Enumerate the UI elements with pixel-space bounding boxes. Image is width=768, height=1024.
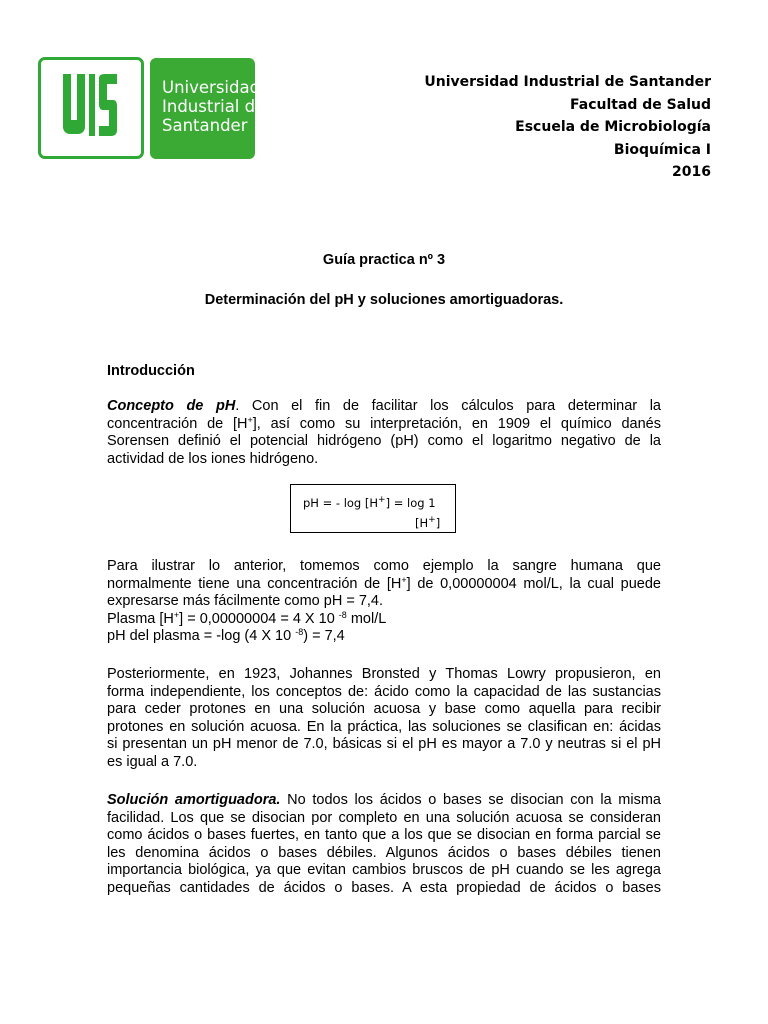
document-header — [424, 71, 711, 184]
header-faculty: Facultad de Salud — [570, 96, 711, 113]
logo-line: Industrial de — [162, 97, 266, 116]
blood-example-paragraph: Para ilustrar lo anterior, tomemos como ejemplo la sangre humana que normalmente tiene una concentración de [H+] de 0,00000004 mol/L, la cual puede expresarse más fácilmente como pH = 7,4. Plasma [H+] = 0,00000004 = 4 X 10 $^{-8}$ mol/L pH del plasma = -log (4 X 10 $^{-8}$) = 7,4 — [107, 558, 661, 645]
guide-subtitle: Determinación del pH y soluciones amortiguadoras. — [204, 292, 564, 308]
uis-logo-mark — [38, 57, 144, 159]
section-heading: Introducción — [107, 363, 195, 379]
header-university: Universidad Industrial de Santander — [424, 74, 711, 90]
logo-line: Universidad — [162, 78, 261, 97]
uis-logo-wordmark — [150, 58, 266, 159]
guide-title: Guía practica nº 3 — [322, 252, 446, 268]
uis-monogram-icon — [41, 60, 141, 156]
header-course: Bioquímica I — [613, 141, 711, 158]
ph-concept-paragraph: Concepto de pH. Con el fin de facilitar los cálculos para determinar la concentración de [H+], así como su interpretación, en 1909 el químico danés Sorensen definió el potencial hidrógeno (pH) como el logaritmo negativo de la actividad de los iones hidrógeno. — [107, 398, 662, 467]
buffer-solution-term: Solución amortiguadora. — [107, 792, 281, 808]
ph-formula: pH = - log [H+] = log 1 — [303, 495, 436, 510]
header-year: 2016 — [672, 164, 711, 180]
bronsted-lowry-paragraph: Posteriormente, en 1923, Johannes Bronsted y Thomas Lowry propusieron, en forma independiente, los conceptos de: ácido como la capacidad de las sustancias para ceder protones en una solución acuosa y base como aquella para recibir protones en solución acuosa. En la práctica, las soluciones se clasifican en: ácidas si presentan un pH menor de 7.0, básicas si el pH es mayor a 7.0 y neutras si el pH es igual a 7.0. — [107, 666, 661, 770]
ph-formula-denominator: [H+] — [415, 515, 441, 530]
logo-line: Santander — [162, 116, 248, 135]
ph-concept-term: Concepto de pH — [107, 398, 236, 414]
ph-formula-box — [290, 484, 456, 533]
header-school: Escuela de Microbiología — [515, 119, 711, 135]
buffer-solution-paragraph: Solución amortiguadora. No todos los ácidos o bases se disocian con la misma facilidad. Los que se disocian por completo en una solución acuosa se consideran como ácidos o bases fuertes, en tanto que a los que se disocian en forma parcial se les denomina ácidos o bases débiles. Algunos ácidos o bases débiles tienen importancia biológica, ya que evitan cambios bruscos de pH cuando se les agrega pequeñas cantidades de ácidos o bases. A esta propiedad de ácidos o bases — [107, 792, 661, 896]
